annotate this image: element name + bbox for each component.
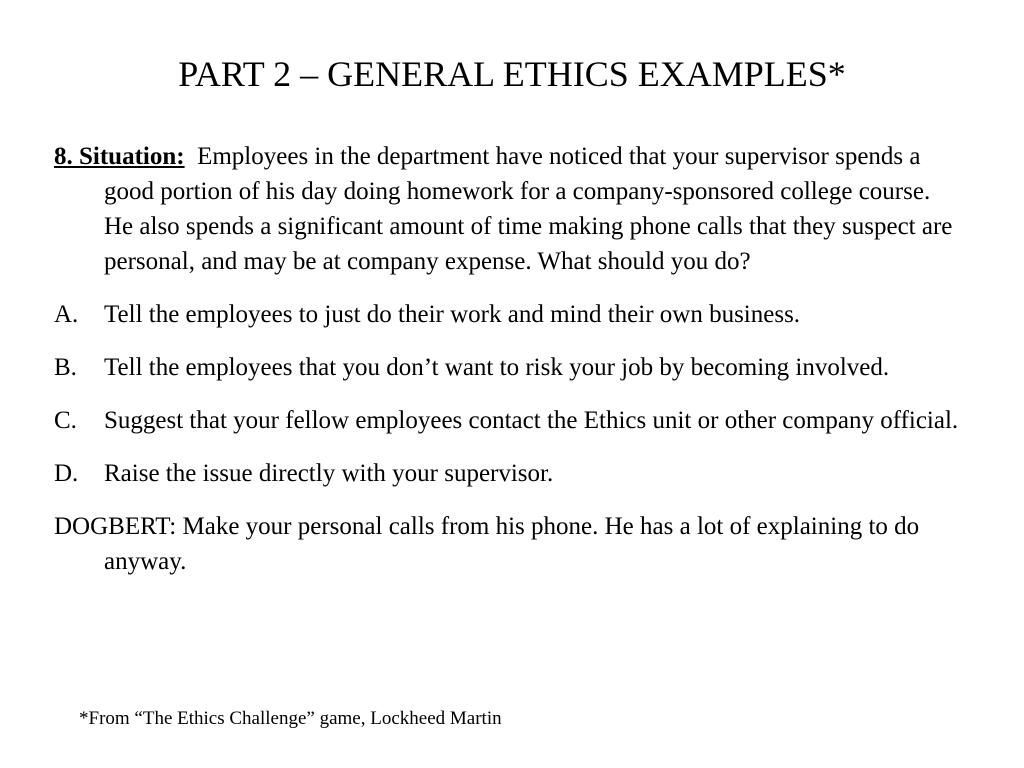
option-text: Tell the employees that you don’t want to risk your job by becoming involved. bbox=[104, 354, 890, 381]
option-text: Suggest that your fellow employees contact the Ethics unit or other company official. bbox=[104, 407, 959, 434]
slide-content bbox=[54, 139, 959, 579]
option-c bbox=[54, 403, 959, 438]
situation-paragraph bbox=[54, 139, 959, 279]
option-letter: A. bbox=[54, 301, 79, 328]
option-letter: B. bbox=[54, 354, 77, 381]
option-b bbox=[54, 350, 959, 385]
situation-label: 8. Situation: bbox=[54, 143, 185, 170]
option-text: Tell the employees to just do their work and mind their own business. bbox=[104, 301, 801, 328]
situation-text: Employees in the department have noticed that your supervisor spends a good portion of his day doing homework for a company-sponsored college course. He also spends a significant amount of time making phone calls that they suspect are personal, and may be at company expense. What should you do? bbox=[104, 143, 953, 275]
option-a bbox=[54, 297, 959, 332]
option-letter: D. bbox=[54, 460, 79, 487]
option-text: Raise the issue directly with your supervisor. bbox=[104, 460, 554, 487]
option-letter: C. bbox=[54, 407, 77, 434]
option-d bbox=[54, 456, 959, 491]
slide-title: PART 2 – GENERAL ETHICS EXAMPLES* bbox=[178, 54, 846, 94]
dogbert-paragraph: DOGBERT: Make your personal calls from his phone. He has a lot of explaining to do anyway. bbox=[54, 513, 920, 575]
footnote: *From “The Ethics Challenge” game, Lockheed Martin bbox=[79, 708, 502, 729]
